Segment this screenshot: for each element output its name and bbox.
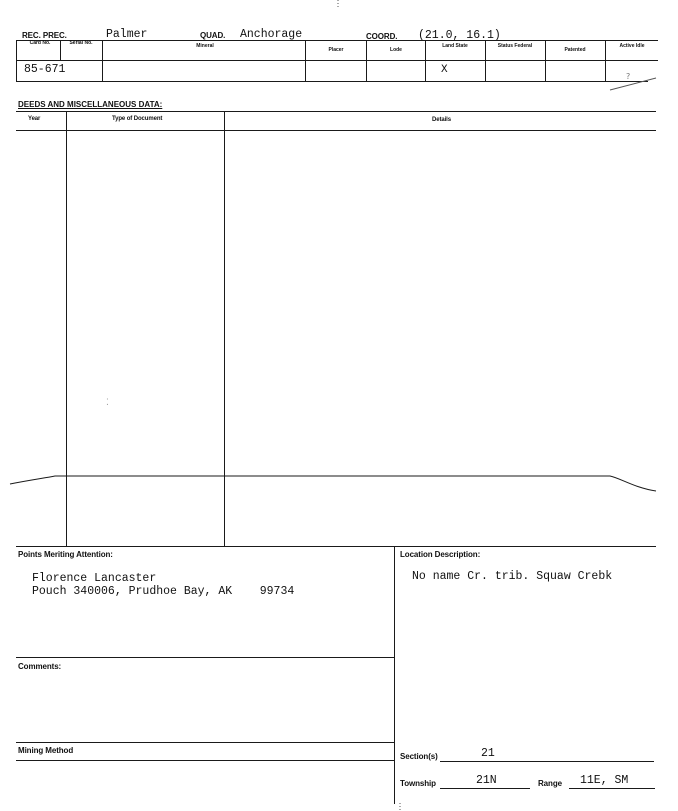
section-label: Section(s) xyxy=(400,752,438,761)
col-serial-no: Serial No. xyxy=(69,40,93,46)
rec-prec-label: REC. PREC. xyxy=(22,31,67,40)
coord-value: (21.0, 16.1) xyxy=(418,29,501,42)
col-placer: Placer xyxy=(328,47,344,53)
comments-top-rule xyxy=(16,657,394,658)
quad-value: Anchorage xyxy=(240,28,303,41)
land-state-mark: X xyxy=(441,64,448,76)
quad-label: QUAD. xyxy=(200,31,226,40)
col-land-state: Land State xyxy=(442,43,468,49)
comments-label: Comments: xyxy=(18,662,62,671)
col-details: Details xyxy=(432,117,451,123)
col-mineral: Mineral xyxy=(196,43,214,49)
section-underline xyxy=(440,761,654,762)
active-idle-mark: ? xyxy=(626,72,631,81)
col-active-idle: Active Idle xyxy=(619,43,645,49)
township-label: Township xyxy=(400,779,436,788)
location-label: Location Description: xyxy=(400,550,481,559)
mining-bottom-rule xyxy=(16,760,394,761)
col-year: Year xyxy=(28,116,41,122)
col-status-federal: Status Federal xyxy=(497,43,533,49)
points-line-2: Pouch 340006, Prudhoe Bay, AK 99734 xyxy=(32,585,295,598)
points-label: Points Meriting Attention: xyxy=(18,550,113,559)
deeds-title: DEEDS AND MISCELLANEOUS DATA: xyxy=(18,100,163,109)
township-underline xyxy=(440,788,530,789)
rec-prec-value: Palmer xyxy=(106,28,148,41)
stray-mark: ⁚ xyxy=(106,397,109,407)
col-patented: Patented xyxy=(564,47,586,53)
location-text: No name Cr. trib. Squaw Crebk xyxy=(412,570,613,583)
mining-method-label: Mining Method xyxy=(18,746,74,755)
deeds-bottom-rule xyxy=(16,546,656,547)
col-type-of-document: Type of Document xyxy=(112,116,163,122)
card-no-value: 85-671 xyxy=(24,63,66,76)
range-label: Range xyxy=(538,779,562,788)
points-line-1: Florence Lancaster xyxy=(32,572,157,585)
mining-top-rule xyxy=(16,742,394,743)
coord-label: COORD. xyxy=(366,32,398,41)
bottom-center-divider xyxy=(394,546,395,804)
township-value: 21N xyxy=(476,774,497,787)
range-value: 11E, SM xyxy=(580,774,629,787)
col-card-no: Card No. xyxy=(29,40,51,46)
range-underline xyxy=(569,788,655,789)
section-value: 21 xyxy=(481,747,495,760)
col-lode: Lode xyxy=(390,47,402,53)
